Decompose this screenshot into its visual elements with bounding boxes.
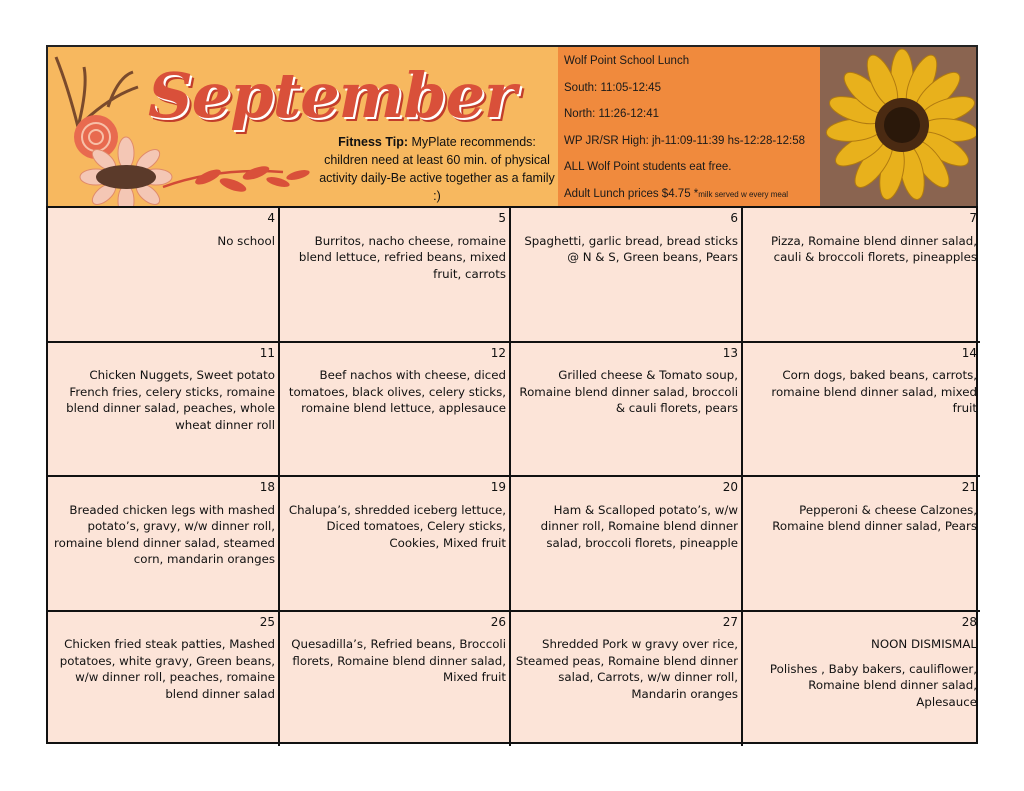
menu-grid: [46, 206, 978, 744]
day-menu: Chicken Nuggets, Sweet potato French fries, celery sticks, romaine blend dinner salad, peaches, whole wheat dinner roll: [66, 368, 275, 432]
day-number: 13: [722, 345, 738, 360]
day-number: 11: [259, 345, 275, 360]
lunch-calendar: [46, 45, 978, 744]
info-line: North: 11:26-12:41: [564, 108, 660, 120]
day-menu: Breaded chicken legs with mashed potato’s, gravy, w/w dinner roll, romaine blend dinner salad, steamed corn, mandarin oranges: [54, 502, 275, 567]
day-menu: Quesadilla’s, Refried beans, Broccoli florets, Romaine blend dinner salad, Mixed fruit: [291, 637, 506, 685]
month-title: September: [148, 59, 516, 132]
day-menu: Corn dogs, baked beans, carrots, romaine blend dinner salad, mixed fruit: [771, 368, 977, 416]
info-line: WP JR/SR High: jh-11:09-11:39 hs-12:28-12:58: [564, 134, 805, 147]
info-line: Wolf Point School Lunch: [564, 55, 690, 67]
dismissal-note: NOON DISMISMAL: [871, 637, 977, 652]
day-cell: [48, 208, 280, 343]
day-number: 18: [259, 480, 275, 494]
day-cell: [511, 612, 743, 747]
fitness-tip-text: MyPlate recommends: children need at least 60 min. of physical activity daily-Be active together as a family :): [319, 135, 555, 203]
day-cell: [280, 612, 511, 747]
sunflower-image: [820, 45, 978, 206]
day-number: 27: [722, 614, 738, 629]
day-menu: Spaghetti, garlic bread, bread sticks @ N & S, Green beans, Pears: [524, 233, 738, 265]
day-cell: [511, 477, 743, 612]
lunch-info: [558, 45, 820, 206]
day-cell: [48, 343, 280, 478]
day-cell: [511, 343, 743, 478]
day-number: 20: [722, 480, 738, 494]
day-cell: [743, 343, 980, 478]
day-menu: Pepperoni & cheese Calzones, Romaine blend dinner salad, Pears: [772, 502, 977, 534]
fitness-tip: [316, 133, 558, 205]
day-number: 19: [490, 480, 506, 494]
info-line: South: 11:05-12:45: [564, 81, 661, 94]
day-menu: Ham & Scalloped potato’s, w/w dinner roll, Romaine blend dinner salad, broccoli florets, pineapple: [540, 502, 738, 550]
day-number: 5: [498, 211, 506, 225]
day-cell: [280, 208, 511, 343]
month-banner: [46, 45, 558, 206]
day-menu: No school: [217, 233, 275, 248]
day-cell: [511, 208, 743, 343]
day-menu: Grilled cheese & Tomato soup, Romaine blend dinner salad, broccoli & cauli florets, pears: [519, 368, 738, 416]
day-menu: Beef nachos with cheese, diced tomatoes, black olives, celery sticks, romaine blend lettuce, applesauce: [288, 368, 506, 416]
day-menu: Polishes , Baby bakers, cauliflower, Romaine blend dinner salad, Aplesauce: [769, 661, 977, 709]
day-menu: Burritos, nacho cheese, romaine blend lettuce, refried beans, mixed fruit, carrots: [298, 233, 506, 281]
day-cell: [280, 343, 511, 478]
day-number: 21: [961, 480, 977, 494]
day-number: 28: [961, 614, 977, 629]
info-line: ALL Wolf Point students eat free.: [564, 161, 732, 173]
day-cell: [743, 208, 980, 343]
day-cell: [280, 477, 511, 612]
day-cell: [48, 612, 280, 747]
milk-note: milk served w every meal: [698, 189, 789, 199]
day-number: 14: [961, 345, 977, 360]
day-menu: Chalupa’s, shredded iceberg lettuce, Diced tomatoes, Celery sticks, Cookies, Mixed fruit: [288, 502, 506, 550]
day-number: 4: [267, 211, 275, 225]
day-number: 25: [259, 614, 275, 629]
day-cell: [743, 477, 980, 612]
fitness-tip-label: Fitness Tip:: [338, 135, 409, 149]
day-menu: Shredded Pork w gravy over rice, Steamed peas, Romaine blend dinner salad, Carrots, w/w dinner roll, Mandarin oranges: [515, 637, 738, 701]
day-menu: Chicken fried steak patties, Mashed potatoes, white gravy, Green beans, w/w dinner roll, peaches, romaine blend dinner salad: [59, 637, 275, 701]
day-number: 7: [969, 211, 977, 225]
day-menu: Pizza, Romaine blend dinner salad, cauli & broccoli florets, pineapples: [770, 233, 977, 265]
day-number: 26: [490, 614, 506, 629]
day-cell: [48, 477, 280, 612]
sunflower-icon: [820, 47, 978, 206]
adult-price-text: Adult Lunch prices $4.75 *: [564, 187, 699, 200]
day-number: 12: [490, 345, 506, 360]
day-cell: [743, 612, 980, 747]
day-number: 6: [730, 211, 738, 225]
